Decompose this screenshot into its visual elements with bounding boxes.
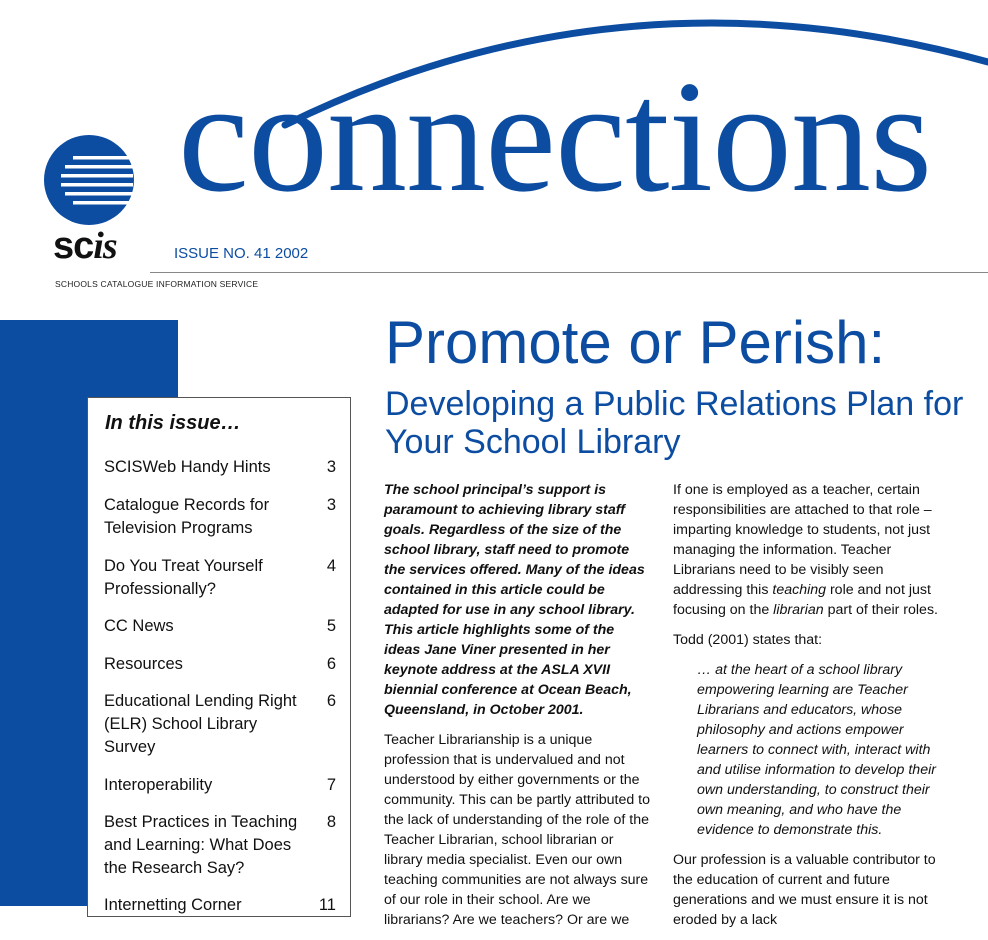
masthead-title: connections — [178, 47, 932, 225]
article-title: Promote or Perish: — [385, 309, 886, 376]
toc-item-page: 6 — [326, 655, 336, 673]
article-blockquote: … at the heart of a school library empowering learning are Teacher Librarians and educators, whose philosophy and actions empower learners to connect with, interact with and utilise information to develop their own understanding, to construct their own meaning, and who have the evidence to demonstrate this. — [697, 662, 936, 838]
toc-item-title: Catalogue Records for Television Programs — [104, 496, 270, 537]
article-paragraph: If one is employed as a teacher, certain responsibilities are attached to that role – imparting knowledge to students, not just managing the information. Teacher Librarians need to be visibly seen addressing this teaching role and not just focusing on the librarian part of their roles. — [673, 482, 938, 618]
toc-title: In this issue… — [105, 412, 241, 434]
toc-item[interactable] — [104, 811, 344, 880]
toc-item-page: 11 — [318, 896, 336, 914]
toc-item[interactable] — [104, 774, 344, 797]
toc-item-title: Educational Lending Right (ELR) School Library Survey — [104, 692, 297, 756]
article-column-1 — [384, 480, 652, 940]
toc-item[interactable] — [104, 690, 344, 759]
toc-item-page: 3 — [326, 458, 336, 476]
toc-item[interactable] — [104, 615, 344, 638]
toc-item-title: Interoperability — [104, 776, 213, 794]
table-of-contents — [87, 397, 351, 917]
toc-item[interactable] — [104, 494, 344, 540]
toc-item-page: 4 — [326, 557, 336, 575]
toc-item-page: 7 — [326, 776, 336, 794]
toc-item-page: 3 — [326, 496, 336, 514]
article-paragraph: Teacher Librarianship is a unique profession that is undervalued and not understood by either governments or the community. This can be partly attributed to the lack of understanding of the role of the Teacher Librarian, school librarian or library media specialist. Even our own teaching communities are not always sure of our role in their school. Are we librarians? Are we teachers? Or are we — [384, 732, 651, 928]
toc-item-page: 5 — [326, 617, 336, 635]
toc-item-title: Internetting Corner — [104, 896, 242, 914]
toc-item[interactable] — [104, 653, 344, 676]
toc-item[interactable] — [104, 456, 344, 479]
toc-item-title: Do You Treat Yourself Professionally? — [104, 557, 263, 598]
toc-item-title: SCISWeb Handy Hints — [104, 458, 271, 476]
issue-number: ISSUE NO. 41 2002 — [174, 245, 309, 262]
service-name: SCHOOLS CATALOGUE INFORMATION SERVICE — [55, 279, 259, 289]
toc-item-title: Resources — [104, 655, 183, 673]
toc-item-title: Best Practices in Teaching and Learning: What Does the Research Say? — [104, 813, 298, 877]
article-lead: The school principal’s support is paramount to achieving library staff goals. Regardless of the size of the school library, staff need to promote the services offered. Many of the ideas contained in this article could be adapted for use in any school library. This article highlights some of the ideas Jane Viner presented in her keynote address at the ASLA XVII biennial conference at Ocean Beach, Queensland, in October 2001. — [384, 482, 645, 718]
toc-item[interactable] — [104, 555, 344, 601]
article-subtitle: Developing a Public Relations Plan for Your School Library — [385, 385, 964, 461]
toc-item-page: 6 — [326, 692, 336, 710]
article-paragraph: Our profession is a valuable contributor to the education of current and future generations and we must ensure it is not eroded by a lack — [673, 852, 936, 928]
toc-item-title: CC News — [104, 617, 174, 635]
article-paragraph: Todd (2001) states that: — [673, 632, 823, 648]
masthead-divider — [150, 272, 988, 273]
toc-item-page: 8 — [326, 813, 336, 831]
article-column-2 — [673, 480, 943, 940]
scis-logo-icon — [43, 134, 135, 226]
scis-wordmark: scis — [53, 225, 117, 267]
